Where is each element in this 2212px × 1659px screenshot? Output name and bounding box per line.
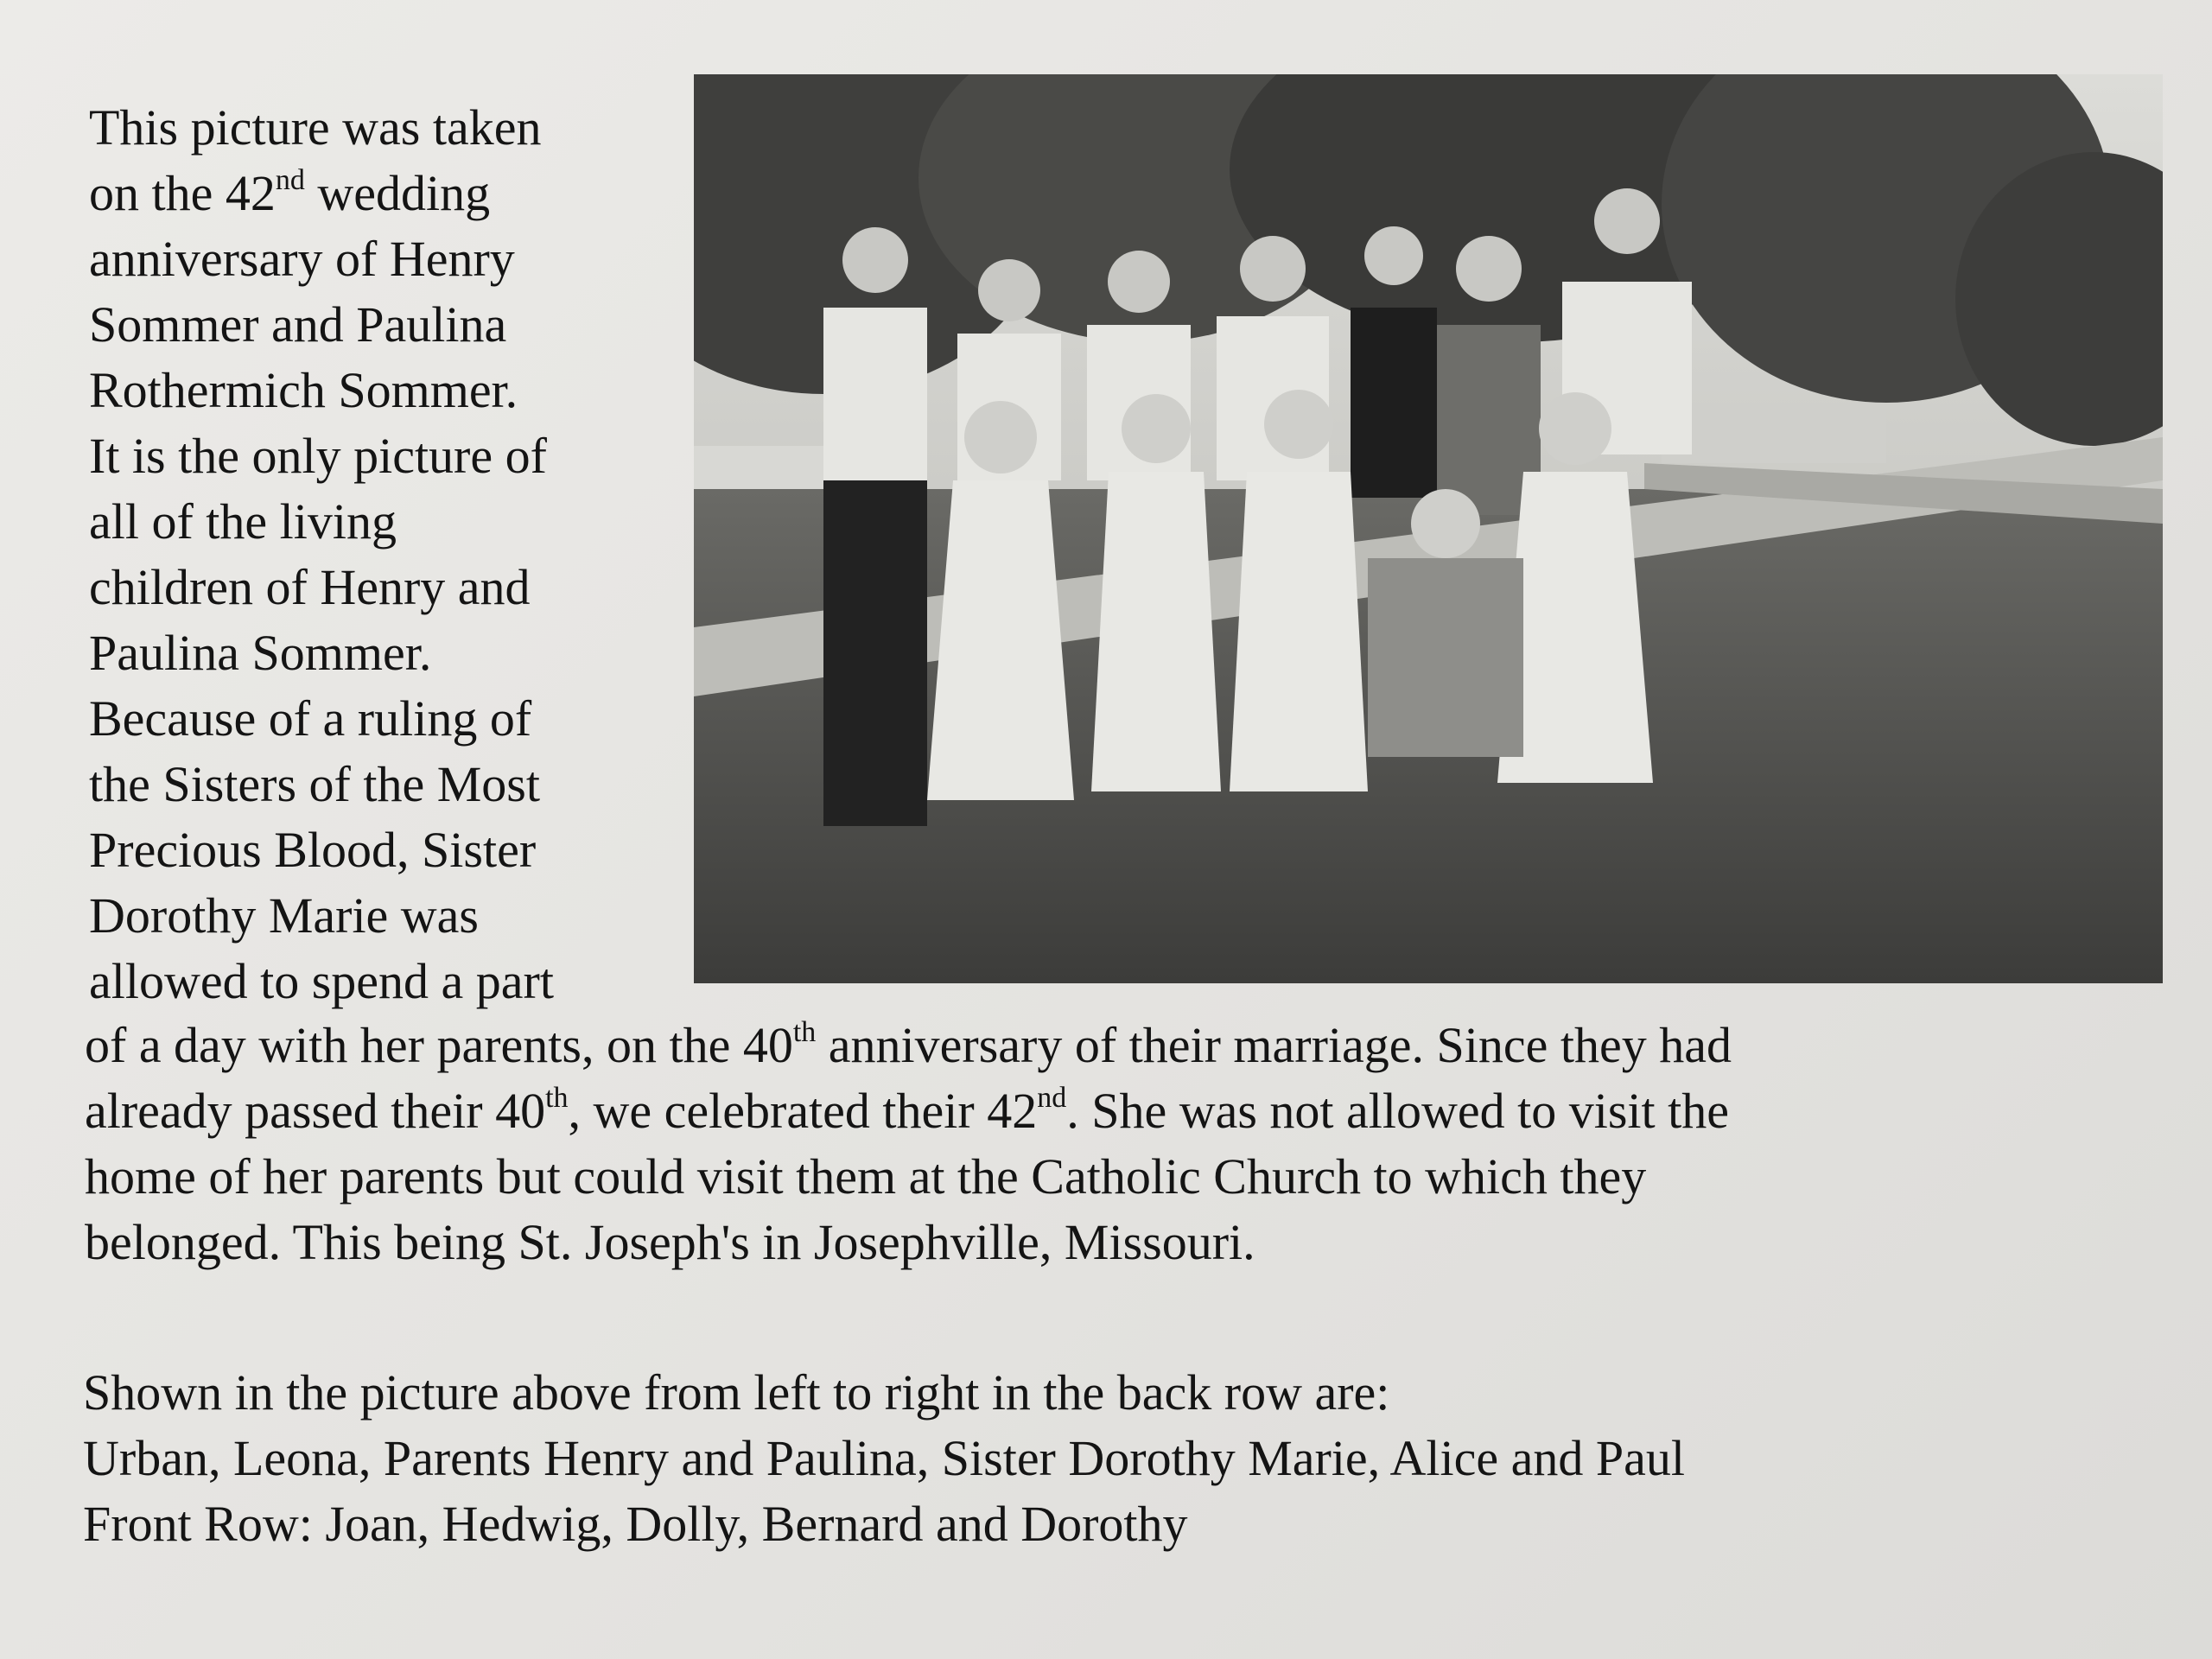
story-text: already passed their 40 (85, 1083, 546, 1139)
story-text: of a day with her parents, on the 40 (85, 1017, 793, 1073)
story-line (89, 161, 554, 226)
caption-back-row: Urban, Leona, Parents Henry and Paulina, Sister Dorothy Marie, Alice and Paul (83, 1430, 1685, 1486)
story-line: Rothermich Sommer. (89, 362, 518, 418)
story-line: children of Henry and (89, 559, 531, 615)
story-line: Because of a ruling of (89, 690, 532, 747)
ordinal-suffix: th (792, 1016, 817, 1048)
story-text: . She was not allowed to visit the (1066, 1083, 1730, 1139)
story-text: anniversary of their marriage. Since they had (816, 1017, 1732, 1073)
ordinal-suffix: nd (275, 164, 305, 196)
story-line (85, 1013, 1732, 1078)
story-line: all of the living (89, 493, 397, 550)
story-line: Paulina Sommer. (89, 625, 432, 681)
story-line (85, 1078, 1732, 1144)
story-line: home of her parents but could visit them at the Catholic Church to which they (85, 1148, 1647, 1205)
caption-intro: Shown in the picture above from left to right in the back row are: (83, 1364, 1390, 1421)
story-text: wedding (304, 165, 491, 221)
family-group-photo (694, 74, 2163, 983)
story-line: anniversary of Henry (89, 231, 515, 287)
photo-image (694, 74, 2163, 983)
story-line: belonged. This being St. Joseph's in Josephville, Missouri. (85, 1214, 1255, 1270)
story-left-column (89, 95, 554, 1014)
story-text: on the 42 (89, 165, 276, 221)
story-line: Precious Blood, Sister (89, 822, 537, 878)
story-line: Dorothy Marie was (89, 887, 480, 944)
photo-caption (83, 1360, 1685, 1557)
story-line: allowed to spend a part (89, 953, 554, 1009)
story-line: Sommer and Paulina (89, 296, 507, 353)
story-line: This picture was taken (89, 99, 542, 156)
story-line: the Sisters of the Most (89, 756, 540, 812)
ordinal-suffix: nd (1037, 1082, 1067, 1114)
story-full-width (85, 1013, 1732, 1275)
story-text: , we celebrated their 42 (568, 1083, 1038, 1139)
ordinal-suffix: th (545, 1082, 569, 1114)
caption-front-row: Front Row: Joan, Hedwig, Dolly, Bernard and Dorothy (83, 1496, 1188, 1552)
story-line: It is the only picture of (89, 428, 547, 484)
